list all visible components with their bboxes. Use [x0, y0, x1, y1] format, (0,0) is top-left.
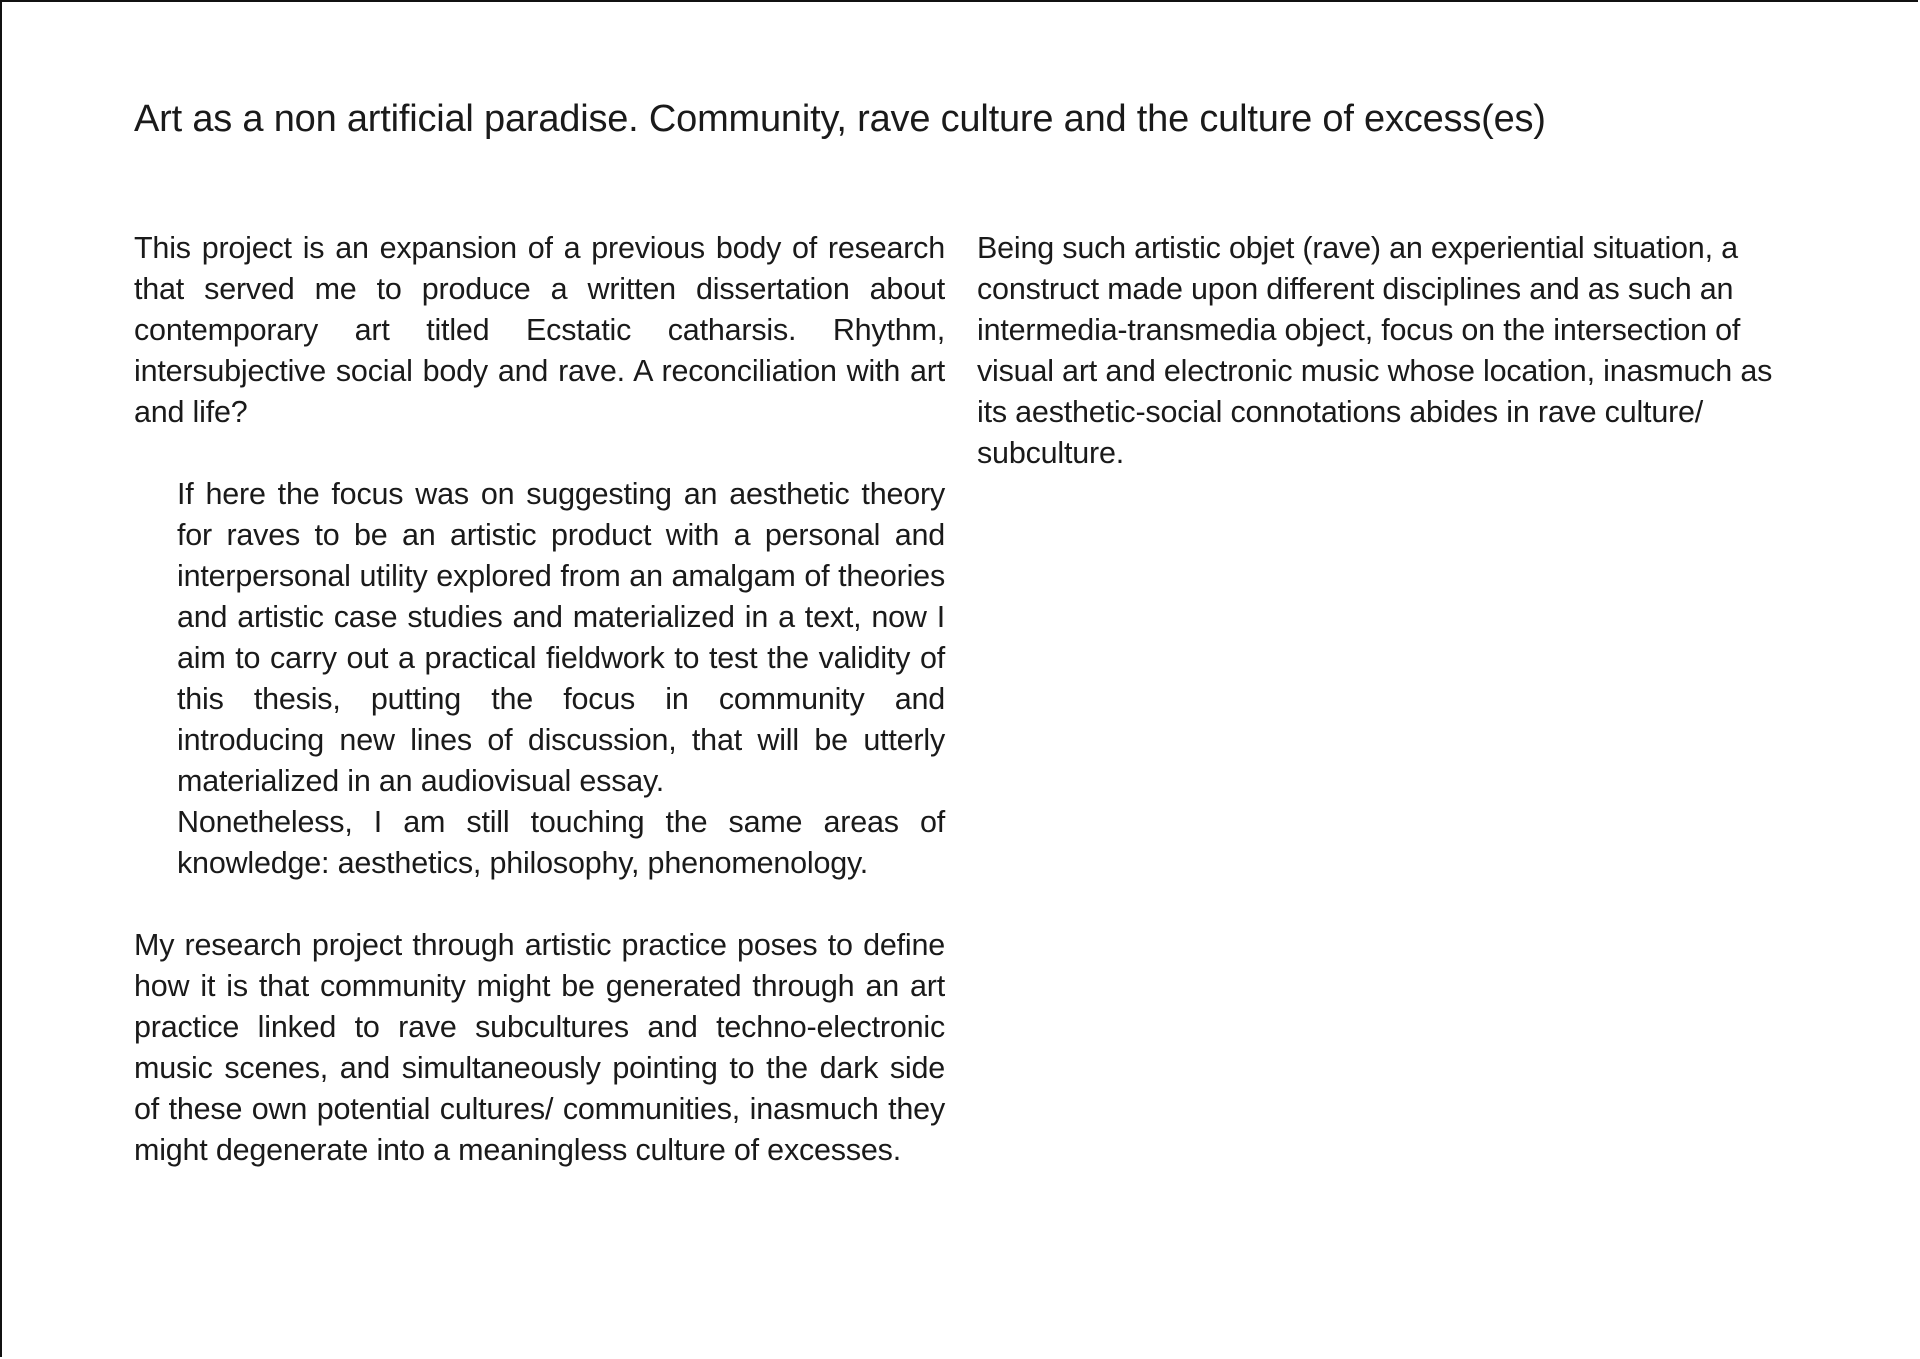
- right-column: [977, 228, 1789, 474]
- left-column: [134, 228, 945, 1171]
- indented-paragraph-focus: If here the focus was on suggesting an aesthetic theory for raves to be an artistic product with a personal and interpersonal utility explored from an amalgam of theories and artistic case studies and materialized in a text, now I aim to carry out a practical fieldwork to test the validity of this thesis, putting the focus in community and introducing new lines of discussion, that will be utterly materialized in an audiovisual essay.: [177, 477, 945, 798]
- page-title: Art as a non artificial paradise. Community, rave culture and the culture of excess(es): [134, 98, 1546, 140]
- research-paragraph: My research project through artistic practice poses to define how it is that community might be generated through an art practice linked to rave subcultures and techno-electronic music scenes, and simultaneously pointing to the dark side of these own potential cultures/ communities, inasmuch they might degenerate into a meaningless culture of excesses.: [134, 928, 945, 1167]
- indented-paragraph-knowledge: Nonetheless, I am still touching the same areas of knowledge: aesthetics, philosophy, phenomenology.: [177, 805, 945, 880]
- intro-paragraph: This project is an expansion of a previous body of research that served me to produce a written dissertation about contemporary art titled Ecstatic catharsis. Rhythm, intersubjective social body and rave. A reconciliation with art and life?: [134, 231, 945, 429]
- rave-object-paragraph: Being such artistic objet (rave) an experiential situation, a construct made upon different disciplines and as such an intermedia-transmedia object, focus on the intersection of visual art and electronic music whose location, inasmuch as its aesthetic-social connotations abides in rave culture/ subculture.: [977, 231, 1773, 470]
